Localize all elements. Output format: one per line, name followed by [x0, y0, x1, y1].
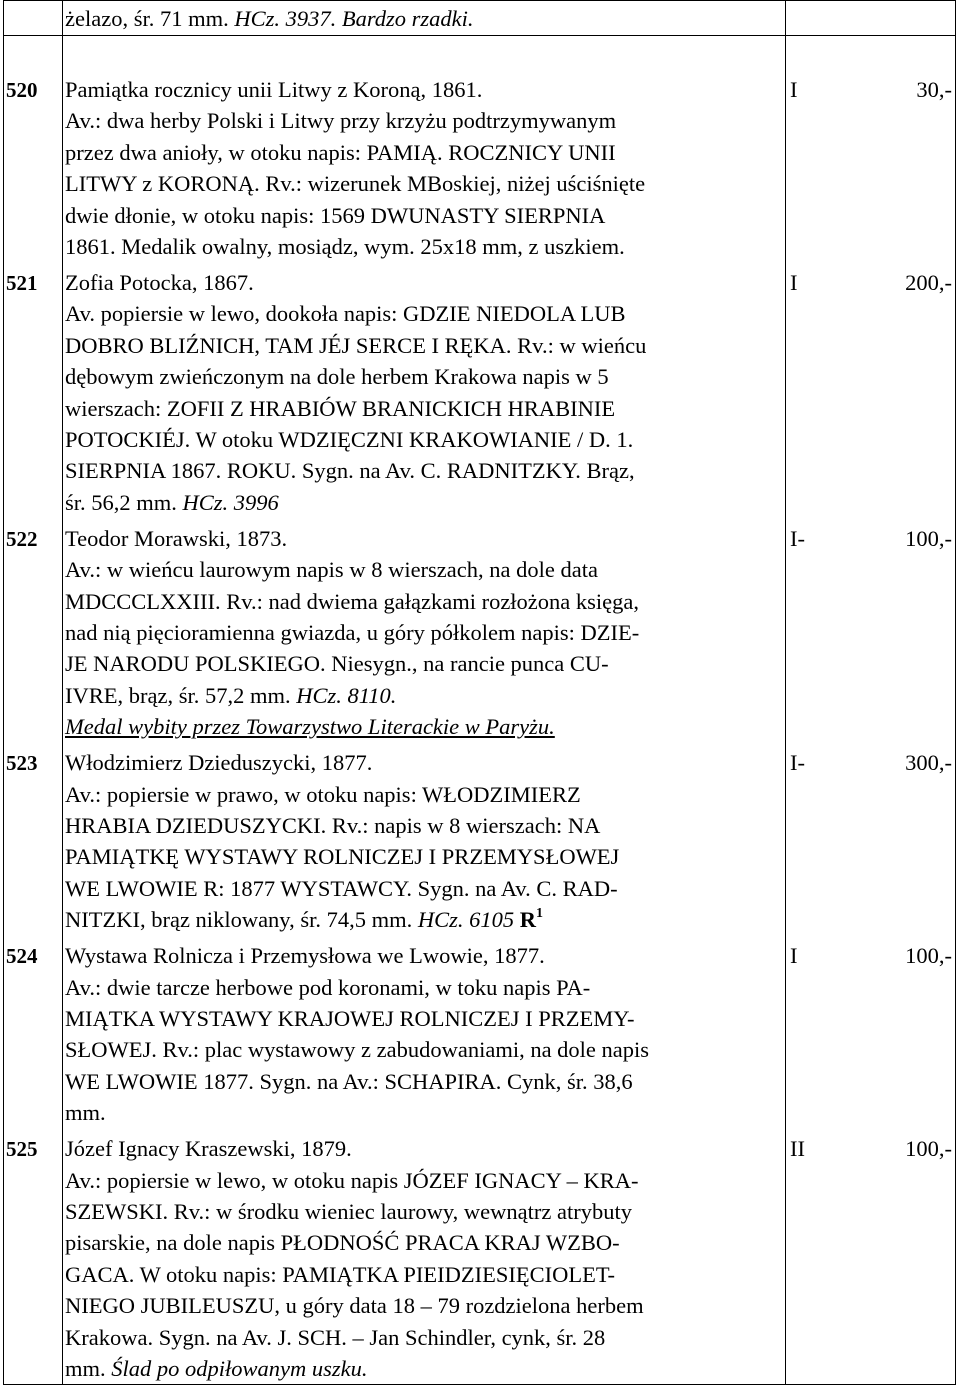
text-line [65, 424, 785, 455]
text-line [65, 1066, 785, 1097]
text-line [65, 231, 785, 262]
text-segment: PAMIĄTKĘ WYSTAWY ROLNICZEJ I PRZEMYSŁOWEJ [65, 844, 620, 870]
text-segment: Av. popiersie w lewo, dookoła napis: GDZIE NIEDOLA LUB [65, 301, 626, 327]
text-line [65, 487, 785, 518]
text-segment: HCz. 6105 [417, 907, 515, 933]
text-segment: SZEWSKI. Rv.: w środku wieniec laurowy, wewnątrz atrybuty [65, 1198, 632, 1224]
text-segment: NIEGO JUBILEUSZU, u góry data 18 – 79 rozdzielona herbem [65, 1293, 644, 1319]
text-segment: GACA. W otoku napis: PAMIĄTKA PIEIDZIESIĘCIOLET- [65, 1261, 615, 1287]
text-line [65, 393, 785, 424]
lot-number: 521 [6, 271, 38, 295]
text-segment: Zofia Potocka, 1867. [65, 270, 254, 295]
text-line [65, 940, 785, 971]
text-segment: Włodzimierz Dzieduszycki, 1877. [65, 750, 373, 776]
text-line [65, 554, 785, 585]
text-line [65, 747, 785, 778]
text-segment: żelazo, śr. 71 mm. [65, 6, 235, 31]
text-line [65, 904, 785, 935]
estimate-price: 200,- [905, 270, 952, 295]
text-line [65, 779, 785, 810]
text-segment: Pamiątka rocznicy unii Litwy z Koroną, 1861. [65, 77, 483, 102]
text-segment: nad nią pięcioramienna gwiazda, u góry półkolem napis: DZIE- [65, 619, 640, 645]
text-segment: śr. 56,2 mm. [65, 489, 183, 515]
lot-description [65, 74, 785, 262]
table-right-border [955, 0, 956, 1385]
text-segment: Av.: popiersie w prawo, w otoku napis: WŁODZIMIERZ [65, 781, 581, 807]
text-segment: Medal wybity przez Towarzystwo Literackie w Paryżu. [65, 714, 555, 740]
condition-grade: I- [790, 525, 805, 551]
estimate-price: 30,- [916, 77, 952, 102]
estimate-price: 100,- [905, 525, 952, 551]
text-line [65, 3, 785, 34]
text-segment: mm. [65, 1355, 112, 1381]
text-segment: MIĄTKA WYSTAWY KRAJOWEJ ROLNICZEJ I PRZEMY- [65, 1005, 635, 1031]
rarity-mark: R [519, 907, 536, 933]
text-line [65, 1290, 785, 1321]
text-line [65, 1259, 785, 1290]
prev-row-border [3, 35, 955, 36]
text-segment: SŁOWEJ. Rv.: plac wystawowy z zabudowaniami, na dole napis [65, 1037, 650, 1063]
text-line [65, 680, 785, 711]
text-segment: HCz. 8110. [296, 682, 397, 708]
text-segment: Wystawa Rolnicza i Przemysłowa we Lwowie, 1877. [65, 943, 545, 969]
lot-description [65, 940, 785, 1128]
table-bottom-border [3, 1384, 955, 1385]
text-segment: WE LWOWIE R: 1877 WYSTAWCY. Sygn. na Av. C. RAD- [65, 875, 618, 901]
text-line [65, 1133, 785, 1164]
lot-description [65, 267, 785, 518]
text-segment: dębowym zwieńczonym na dole herbem Krakowa napis w 5 [65, 364, 609, 390]
lot-description [65, 747, 785, 935]
text-line [65, 455, 785, 486]
condition-grade: I [790, 77, 798, 102]
table-top-border [3, 0, 955, 1]
text-segment: POTOCKIÉJ. W otoku WDZIĘCZNI KRAKOWIANIE / D. 1. [65, 426, 634, 452]
text-segment: HCz. 3937. Bardzo rzadki. [234, 6, 474, 31]
text-line [65, 586, 785, 617]
text-line [65, 1227, 785, 1258]
text-line [65, 330, 785, 361]
text-line [65, 105, 785, 136]
lot-number: 525 [6, 1137, 38, 1162]
text-line [65, 1322, 785, 1353]
text-line [65, 523, 785, 554]
lot-description [65, 523, 785, 743]
text-line [65, 711, 785, 742]
estimate-price: 100,- [905, 1136, 952, 1162]
text-line [65, 1034, 785, 1065]
text-segment: SIERPNIA 1867. ROKU. Sygn. na Av. C. RADNITZKY. Brąz, [65, 458, 635, 484]
text-line [65, 200, 785, 231]
text-segment: Av.: dwie tarcze herbowe pod koronami, w toku napis PA- [65, 974, 591, 1000]
text-line [65, 1097, 785, 1128]
estimate-price: 300,- [905, 750, 952, 776]
text-line [65, 617, 785, 648]
text-line [65, 648, 785, 679]
prev-entry-description [65, 3, 785, 34]
text-segment: przez dwa anioły, w otoku napis: PAMIĄ. ROCZNICY UNII [65, 139, 616, 165]
condition-grade: I- [790, 750, 805, 776]
text-segment: IVRE, brąz, śr. 57,2 mm. [65, 682, 297, 708]
text-line [65, 168, 785, 199]
text-segment: Teodor Morawski, 1873. [65, 525, 288, 551]
condition-grade: I [790, 270, 798, 295]
text-segment: Krakowa. Sygn. na Av. J. SCH. – Jan Schindler, cynk, śr. 28 [65, 1324, 606, 1350]
text-segment: DOBRO BLIŹNICH, TAM JÉJ SERCE I RĘKA. Rv.: w wieńcu [65, 332, 647, 358]
text-line [65, 1165, 785, 1196]
text-line [65, 267, 785, 298]
text-line [65, 1196, 785, 1227]
text-segment: MDCCCLXXIII. Rv.: nad dwiema gałązkami rozłożona księga, [65, 588, 640, 614]
lot-number: 522 [6, 526, 38, 551]
condition-grade: II [790, 1136, 805, 1162]
text-line [65, 298, 785, 329]
text-line [65, 972, 785, 1003]
condition-grade: I [790, 943, 798, 969]
text-segment: JE NARODU POLSKIEGO. Niesygn., na rancie punca CU- [65, 651, 609, 677]
lot-number: 523 [6, 751, 38, 776]
text-segment: Józef Ignacy Kraszewski, 1879. [65, 1136, 352, 1162]
text-line [65, 1003, 785, 1034]
text-line [65, 810, 785, 841]
superscript: 1 [536, 906, 543, 922]
text-segment: WE LWOWIE 1877. Sygn. na Av.: SCHAPIRA. Cynk, śr. 38,6 [65, 1068, 633, 1094]
text-line [65, 873, 785, 904]
lot-column-border [62, 0, 63, 1385]
text-segment: wierszach: ZOFII Z HRABIÓW BRANICKICH HRABINIE [65, 395, 616, 421]
text-segment: NITZKI, brąz niklowany, śr. 74,5 mm. [65, 907, 418, 933]
lot-number: 524 [6, 944, 38, 969]
text-segment: Av.: popiersie w lewo, w otoku napis JÓZEF IGNACY – KRA- [65, 1167, 639, 1193]
text-line [65, 1353, 785, 1384]
text-segment: HCz. 3996 [182, 489, 279, 515]
text-line [65, 74, 785, 105]
table-left-border [3, 0, 4, 1385]
catalog-table [3, 0, 955, 1385]
text-segment: 1861. Medalik owalny, mosiądz, wym. 25x18 mm, z uszkiem. [65, 233, 625, 259]
text-segment: Av.: dwa herby Polski i Litwy przy krzyżu podtrzymywanym [65, 108, 617, 134]
lot-description [65, 1133, 785, 1384]
text-segment: dwie dłonie, w otoku napis: 1569 DWUNASTY SIERPNIA [65, 202, 606, 228]
text-segment: mm. [65, 1100, 106, 1126]
text-segment: HRABIA DZIEDUSZYCKI. Rv.: napis w 8 wierszach: NA [65, 812, 601, 838]
text-segment: pisarskie, na dole napis PŁODNOŚĆ PRACA KRAJ WZBO- [65, 1230, 620, 1256]
text-line [65, 841, 785, 872]
text-line [65, 137, 785, 168]
text-segment: LITWY z KORONĄ. Rv.: wizerunek MBoskiej, niżej uściśnięte [65, 171, 646, 197]
text-line [65, 361, 785, 392]
estimate-price: 100,- [905, 943, 952, 969]
text-segment: Av.: w wieńcu laurowym napis w 8 wierszach, na dole data [65, 557, 598, 583]
text-segment: Ślad po odpiłowanym uszku. [111, 1355, 368, 1381]
description-column-border [785, 0, 786, 1385]
lot-number: 520 [6, 78, 38, 102]
